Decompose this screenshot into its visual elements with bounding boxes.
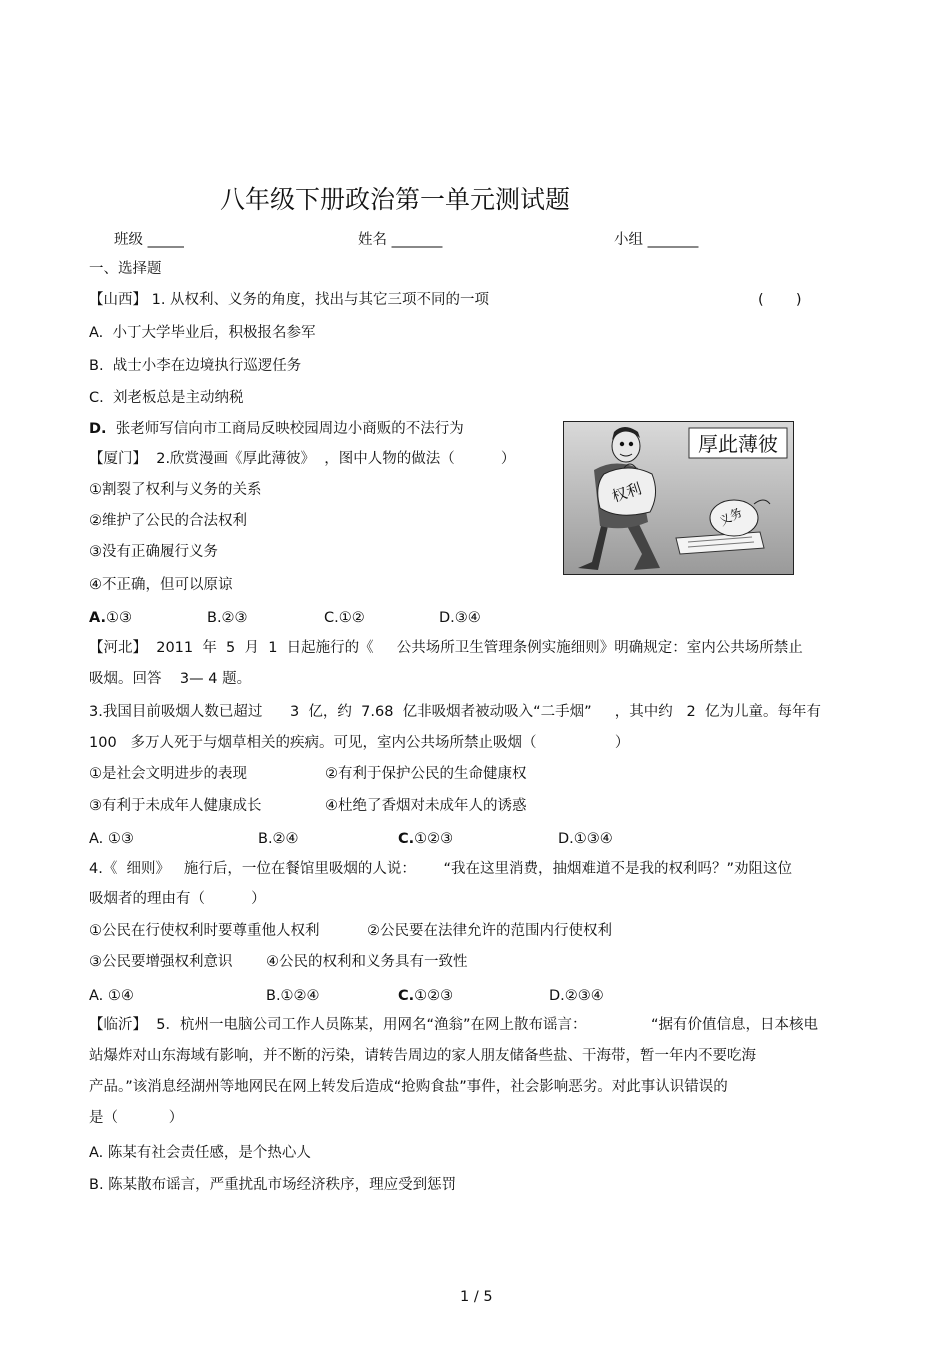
cartoon-small-bag-label: 义务: [716, 505, 745, 529]
q4-option-c: [398, 987, 453, 1005]
q2-item-4: ④不正确，但可以原谅: [89, 577, 233, 593]
q2-item-2: ②维护了公民的合法权利: [89, 513, 247, 529]
q3-option-b: B.②④: [258, 831, 299, 847]
q4-item-1: ①公民在行使权利时要尊重他人权利: [89, 923, 320, 939]
q4-stem-line-1: 4.《 细则》 施行后，一位在餐馆里吸烟的人说： “我在这里消费，抽烟难道不是我的权利吗？”劝阻这位: [89, 861, 793, 877]
q3-stem-line-2: 100 多万人死于与烟草相关的疾病。可见，室内公共场所禁止吸烟（ ）: [89, 735, 630, 751]
cartoon-bag-label: 权利: [609, 479, 644, 506]
q1-answer-paren: ( ): [758, 292, 802, 308]
q5-option-a: A. 陈某有社会责任感，是个热心人: [89, 1145, 311, 1161]
q2-stem: 【厦门】 2.欣赏漫画《厚此薄彼》 ，图中人物的做法（ ）: [89, 451, 516, 467]
hebei-intro-line-2: 吸烟。回答 3— 4 题。: [89, 671, 252, 687]
q4-item-3: ③公民要增强权利意识: [89, 954, 233, 970]
q4-option-c-letter: C.: [398, 988, 415, 1004]
q1-option-d: [89, 420, 464, 438]
q4-option-a: A. ①④: [89, 988, 134, 1004]
q5-option-b: B. 陈某散布谣言，严重扰乱市场经济秩序，理应受到惩罚: [89, 1177, 457, 1193]
q3-stem-line-1: 3.我国目前吸烟人数已超过 3 亿，约 7.68 亿非吸烟者被动吸入“二手烟” ，其中约 2 亿为儿童。每年有: [89, 704, 821, 720]
q2-option-a-text: ①③: [106, 610, 132, 626]
q2-option-a-letter: A.: [89, 610, 106, 626]
q3-item-1: ①是社会文明进步的表现: [89, 766, 247, 782]
class-field: 班级 _____: [114, 232, 184, 248]
q2-option-b: B.②③: [207, 610, 248, 626]
q3-option-d: D.①③④: [558, 831, 613, 847]
page-title: 八年级下册政治第一单元测试题: [220, 185, 571, 214]
q5-stem-line-3: 产品。”该消息经湖州等地网民在网上转发后造成“抢购食盐”事件，社会影响恶劣。对此事认识错误的: [89, 1079, 728, 1095]
q1-option-a: A. 小丁大学毕业后，积极报名参军: [89, 325, 316, 341]
cartoon-title: 厚此薄彼: [698, 432, 778, 456]
q2-option-d: D.③④: [439, 610, 481, 626]
hebei-intro-line-1: 【河北】 2011 年 5 月 1 日起施行的《 公共场所卫生管理条例实施细则》明确规定：室内公共场所禁止: [89, 640, 803, 656]
q3-option-a: A. ①③: [89, 831, 134, 847]
q3-item-2: ②有利于保护公民的生命健康权: [325, 766, 527, 782]
q2-option-c: C.①②: [324, 610, 365, 626]
q1-option-b: B. 战士小李在边境执行巡逻任务: [89, 358, 302, 374]
q5-stem-line-1: 【临沂】 5．杭州一电脑公司工作人员陈某，用网名“渔翁”在网上散布谣言： “据有价值信息，日本核电: [89, 1017, 819, 1033]
q4-stem-line-2: 吸烟者的理由有（ ）: [89, 891, 266, 907]
q4-item-4: ④公民的权利和义务具有一致性: [266, 954, 468, 970]
group-field: 小组 _______: [614, 232, 699, 248]
q1-option-c: C. 刘老板总是主动纳税: [89, 390, 244, 406]
q4-option-c-text: ①②③: [414, 988, 454, 1004]
q3-item-4: ④杜绝了香烟对未成年人的诱惑: [325, 798, 527, 814]
q2-option-a: [89, 609, 132, 627]
cartoon-image: [563, 421, 794, 575]
q4-option-d: D.②③④: [549, 988, 604, 1004]
q3-option-c-letter: C.: [398, 831, 415, 847]
q4-option-b: B.①②④: [266, 988, 320, 1004]
q5-stem-line-4: 是（ ）: [89, 1110, 184, 1126]
name-field: 姓名 _______: [358, 232, 443, 248]
q3-option-c: [398, 830, 453, 848]
q4-item-2: ②公民要在法律允许的范围内行使权利: [367, 923, 612, 939]
q1-option-d-text: 张老师写信向市工商局反映校园周边小商贩的不法行为: [106, 421, 464, 437]
q3-item-3: ③有利于未成年人健康成长: [89, 798, 262, 814]
section-heading: 一、选择题: [89, 261, 162, 277]
q3-option-c-text: ①②③: [414, 831, 454, 847]
q1-stem: 【山西】 1. 从权利、义务的角度，找出与其它三项不同的一项: [89, 292, 490, 308]
q2-item-3: ③没有正确履行义务: [89, 544, 218, 560]
q2-item-1: ①割裂了权利与义务的关系: [89, 482, 262, 498]
q5-stem-line-2: 站爆炸对山东海域有影响，并不断的污染，请转告周边的家人朋友储备些盐、干海带，暂一年内不要吃海: [89, 1048, 756, 1064]
page-number: 1 / 5: [460, 1289, 493, 1305]
q1-option-d-letter: D.: [89, 421, 107, 437]
